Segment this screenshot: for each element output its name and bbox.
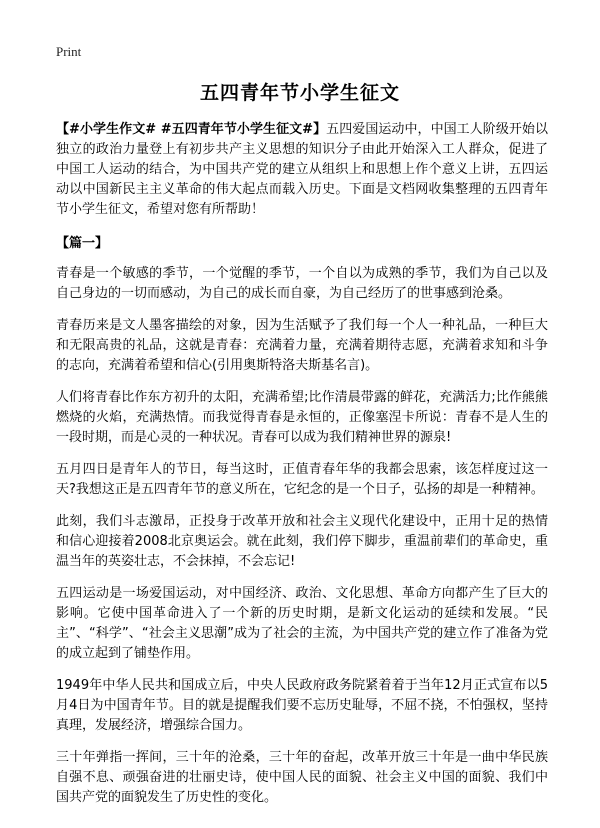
body-paragraph: 青春是一个敏感的季节，一个觉醒的季节，一个自以为成熟的季节，我们为自己以及自己身边的一切而感动，为自己的成长而自豪，为自己经历了的世事感到沧桑。 bbox=[56, 266, 548, 301]
page-title: 五四青年节小学生征文 bbox=[199, 82, 400, 104]
intro-text: 五四爱国运动中，中国工人阶级开始以独立的政治力量登上有初步共产主义思想的知识分子由此开始深入工人群众，促进了中国工人运动的结合，为中国共产党的建立从组织上和思想上作个意义上讲，五四运动以中国新民主主义革命的伟大起点而载入历史。下面是文档网收集整理的五四青年节小学生征文，希望对您有所帮助！ bbox=[56, 122, 548, 217]
body-paragraph: 五四运动是一场爱国运动，对中国经济、政治、文化思想、革命方向都产生了巨大的影响。它使中国革命进入了一个新的历史时期，是新文化运动的延续和发展。“民主”、“科学”、“社会主义思潮”成为了社会的主流，为中国共产党的建立作了准备为党的成立起到了铺垫作用。 bbox=[56, 586, 548, 661]
body-paragraph: 青春历来是文人墨客描绘的对象，因为生活赋予了我们每一个人一种礼品，一种巨大和无限高贵的礼品，这就是青春：充满着力量，充满着期待志愿，充满着求知和斗争的志向，充满着希望和信心(引用奥斯特洛夫斯基名言)。 bbox=[56, 318, 548, 373]
print-link[interactable]: Print bbox=[56, 44, 82, 59]
tags-label: 【#小学生作文# #五四青年节小学生征文#】 bbox=[56, 122, 327, 137]
body-paragraph: 人们将青春比作东方初升的太阳，充满希望;比作清晨带露的鲜花，充满活力;比作熊熊燃烧的火焰，充满热情。而我觉得青春是永恒的，正像塞涅卡所说：青春不是人生的一段时期，而是心灵的一种状况。青春可以成为我们精神世界的源泉! bbox=[56, 390, 548, 445]
body-paragraph: 此刻，我们斗志激昂，正投身于改革开放和社会主义现代化建设中，正用十足的热情和信心迎接着2008北京奥运会。就在此刻，我们停下脚步，重温前辈们的革命史，重温当年的英姿壮志，不会抹掉，不会忘记! bbox=[56, 514, 548, 569]
body-paragraph: 三十年弹指一挥间，三十年的沧桑，三十年的奋起，改革开放三十年是一曲中华民族自强不息、顽强奋进的壮丽史诗，使中国人民的面貌、社会主义中国的面貌、我们中国共产党的面貌发生了历史性的变化。 bbox=[56, 750, 548, 805]
intro-paragraph bbox=[56, 120, 548, 220]
section-heading: 【篇一】 bbox=[56, 236, 109, 251]
body-paragraph: 1949年中华人民共和国成立后，中央人民政府政务院紧着着于当年12月正式宣布以5月4日为中国青年节。目的就是提醒我们要不忘历史耻辱，不屈不挠，不怕强权，坚持真理，发展经济，增强综合国力。 bbox=[56, 678, 548, 733]
article-body bbox=[56, 120, 548, 820]
body-paragraph: 五月四日是青年人的节日，每当这时，正值青春年华的我都会思索，该怎样度过这一天?我想这正是五四青年节的意义所在，它纪念的是一个日子，弘扬的却是一种精神。 bbox=[56, 462, 548, 497]
